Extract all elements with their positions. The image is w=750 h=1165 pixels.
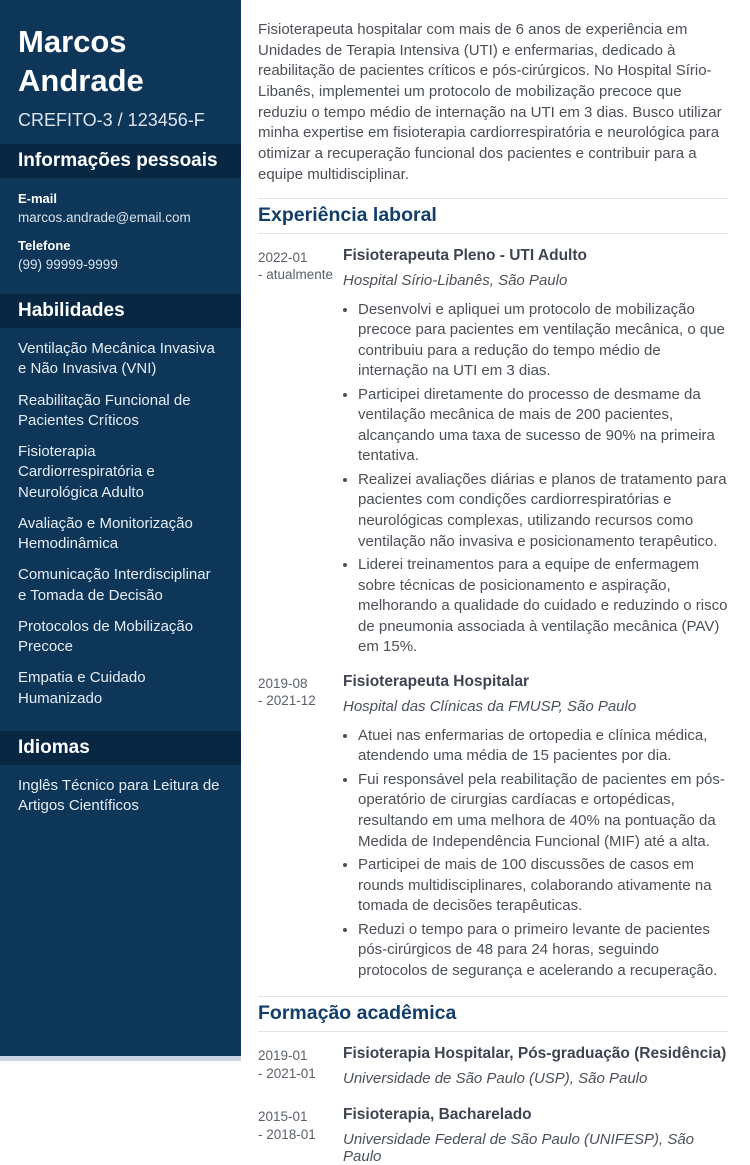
education-entry bbox=[258, 1106, 728, 1165]
sidebar-column bbox=[0, 0, 241, 1061]
skill-item: Comunicação Interdisciplinar e Tomada de Decisão bbox=[18, 566, 211, 604]
education-degree: Fisioterapia Hospitalar, Pós-graduação (Residência) bbox=[343, 1045, 727, 1063]
section-title-experience: Experiência laboral bbox=[258, 198, 728, 234]
skill-item: Protocolos de Mobilização Precoce bbox=[18, 617, 194, 656]
job-title: Fisioterapeuta Pleno - UTI Adulto bbox=[343, 246, 587, 264]
job-bullet: • Atuei nas enfermarias de ortopedia e clínica médica, atendendo uma média de 15 pacientes por dia. bbox=[358, 726, 728, 767]
job-bullet: • Liderei treinamentos para a equipe de enfermagem sobre técnicas de posicionamento e aspiração, melhorando a qualidade do cuidado e reduzindo o risco de pneumonia associada à ventilação mecânica (PAV) em 15%. bbox=[358, 555, 728, 658]
job-bullet: • Fui responsável pela reabilitação de pacientes em pós-operatório de cirurgias cardíacas e ortopédicas, resultando em uma melhora de 40% na pontuação da Medida de Independência Funcional (MIF) até a alta. bbox=[358, 770, 728, 852]
contact-email-field bbox=[18, 191, 223, 225]
phone-label: Telefone bbox=[18, 238, 71, 254]
education-institution: Universidade Federal de São Paulo (UNIFESP), São Paulo bbox=[343, 1131, 695, 1165]
sidebar-section-title-personal-info: Informações pessoais bbox=[0, 144, 241, 178]
job-bullet-list bbox=[343, 726, 728, 982]
job-bullet: • Realizei avaliações diárias e planos de tratamento para pacientes com condições cardiorrespiratórias e neurológicas complexas, utilizando recursos como ventilação não invasiva e posicionamento terapêutico. bbox=[358, 470, 728, 552]
job-entry bbox=[258, 673, 728, 985]
education-details bbox=[343, 1106, 728, 1165]
job-dates bbox=[258, 673, 343, 985]
job-details bbox=[343, 247, 728, 661]
education-date-end: - 2021-01 bbox=[258, 1065, 316, 1081]
sidebar-section-title-languages: Idiomas bbox=[0, 731, 241, 765]
contact-phone-field bbox=[18, 238, 223, 272]
license-number: CREFITO-3 / 123456-F bbox=[18, 110, 205, 131]
job-dates bbox=[258, 247, 343, 661]
job-date-end: - atualmente bbox=[258, 267, 334, 283]
job-bullet: • Participei diretamente do processo de desmame da ventilação mecânica de mais de 200 pacientes, alcançando uma taxa de sucesso de 90% na primeira tentativa. bbox=[358, 385, 728, 467]
skill-item: Empatia e Cuidado Humanizado bbox=[18, 669, 146, 707]
job-date-start: 2022-01 bbox=[258, 249, 308, 265]
education-date-start: 2019-01 bbox=[258, 1048, 308, 1064]
education-date-start: 2015-01 bbox=[258, 1109, 308, 1125]
job-details bbox=[343, 673, 728, 985]
skill-item: Fisioterapia Cardiorrespiratória e Neurológica Adulto bbox=[18, 443, 155, 501]
education-details bbox=[343, 1045, 728, 1087]
skill-item: Avaliação e Monitorização Hemodinâmica bbox=[18, 514, 193, 553]
skill-item: Reabilitação Funcional de Pacientes Críticos bbox=[18, 391, 191, 429]
job-bullet-list bbox=[343, 300, 728, 658]
job-date-end: - 2021-12 bbox=[258, 693, 316, 709]
education-date-end: - 2018-01 bbox=[258, 1126, 316, 1142]
section-title-education: Formação acadêmica bbox=[258, 996, 728, 1032]
sidebar bbox=[0, 0, 241, 1056]
job-bullet: • Desenvolvi e apliquei um protocolo de mobilização precoce para pacientes em ventilação mecânica, o que contribuiu para a redução do tempo médio de internação na UTI em 3 dias. bbox=[358, 300, 728, 382]
education-dates bbox=[258, 1045, 343, 1087]
candidate-name bbox=[18, 22, 223, 100]
education-entry bbox=[258, 1045, 728, 1087]
education-institution: Universidade de São Paulo (USP), São Paulo bbox=[343, 1070, 648, 1088]
job-bullet: • Participei de mais de 100 discussões de casos em rounds multidisciplinares, colaborando ativamente na tomada de decisões terapêuticas. bbox=[358, 855, 728, 917]
skill-item: Ventilação Mecânica Invasiva e Não Invasiva (VNI) bbox=[18, 340, 215, 378]
sidebar-section-title-skills: Habilidades bbox=[0, 294, 241, 328]
phone-value: (99) 99999-9999 bbox=[18, 257, 118, 273]
education-dates bbox=[258, 1106, 343, 1165]
job-bullet: • Reduzi o tempo para o primeiro levante de pacientes pós-cirúrgicos de 48 para 24 horas, seguindo protocolos de segurança e acelerando a recuperação. bbox=[358, 920, 728, 982]
candidate-name-line1: Marcos bbox=[18, 24, 127, 59]
job-organization: Hospital Sírio-Libanês, São Paulo bbox=[343, 271, 568, 289]
job-date-start: 2019-08 bbox=[258, 675, 308, 691]
page-bottom-edge bbox=[0, 1056, 241, 1061]
candidate-name-line2: Andrade bbox=[18, 63, 144, 99]
education-degree: Fisioterapia, Bacharelado bbox=[343, 1106, 532, 1124]
language-item: Inglês Técnico para Leitura de Artigos Científicos bbox=[18, 776, 220, 815]
main-content bbox=[241, 0, 750, 1165]
professional-summary: Fisioterapeuta hospitalar com mais de 6 anos de experiência em Unidades de Terapia Intensiva (UTI) e enfermarias, dedicado à reabilitação de pacientes críticos e pós-cirúrgicos. No Hospital Sírio-Libanês, implementei um protocolo de mobilização precoce que reduziu o tempo médio de internação na UTI em 3 dias. Busco utilizar minha expertise em fisioterapia cardiorrespiratória e neurológica para otimizar a recuperação funcional dos pacientes e contribuir para a equipe multidisciplinar. bbox=[258, 21, 722, 183]
email-label: E-mail bbox=[18, 191, 58, 207]
skills-list bbox=[0, 339, 241, 709]
job-title: Fisioterapeuta Hospitalar bbox=[343, 672, 530, 690]
languages-list bbox=[0, 776, 241, 817]
email-value: marcos.andrade@email.com bbox=[18, 210, 191, 226]
job-entry bbox=[258, 247, 728, 661]
job-organization: Hospital das Clínicas da FMUSP, São Paulo bbox=[343, 697, 637, 715]
personal-info-fields bbox=[0, 191, 241, 272]
